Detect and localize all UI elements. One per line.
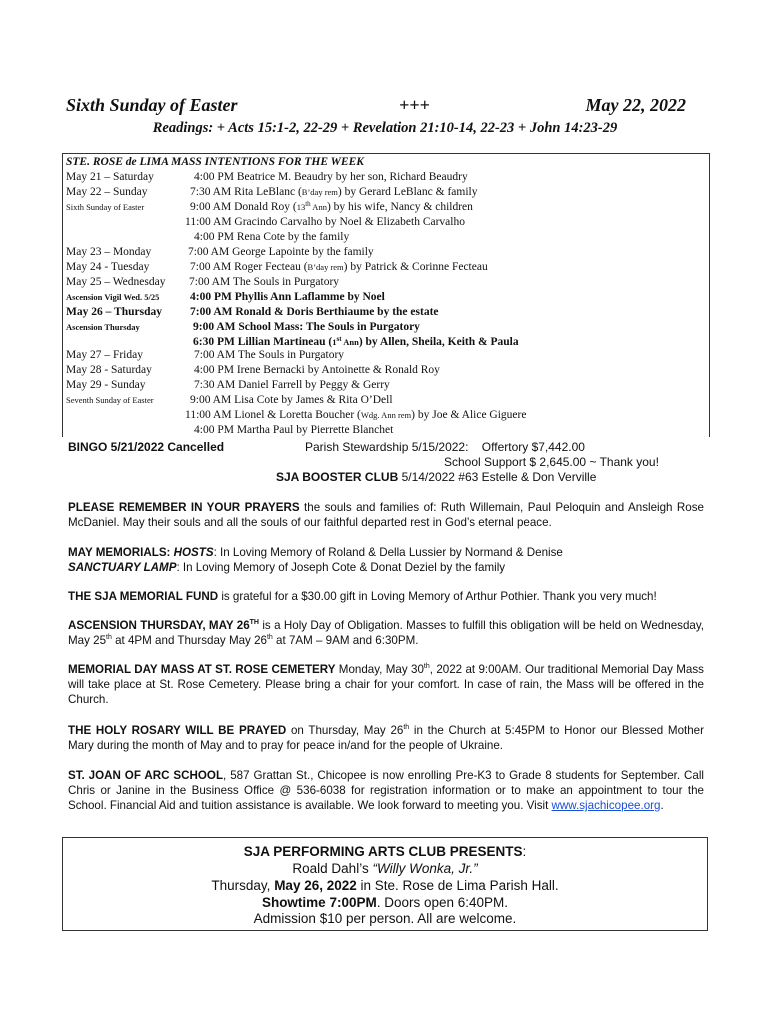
memorial-day-paragraph xyxy=(68,662,704,707)
ordinal-sup: th xyxy=(423,663,430,671)
show-date: May 26, 2022 xyxy=(274,878,357,893)
show-venue: in Ste. Rose de Lima Parish Hall. xyxy=(356,878,559,893)
prayers-text: the souls and families of: Ruth Willemain, Paul Peloquin and Ansleigh Rose McDaniel. May their souls and all the souls of our faithful departed rest in God’s eternal peace. xyxy=(68,501,704,529)
mass-entry: 4:00 PM Irene Bernacki by Antoinette & Ronald Roy xyxy=(194,364,440,376)
booster-club-text: 5/14/2022 #63 Estelle & Don Verville xyxy=(401,470,597,484)
school-support: School Support $ 2,645.00 ~ Thank you! xyxy=(444,455,659,469)
mass-day: May 23 – Monday xyxy=(66,246,152,258)
mass-entry: 4:00 PM Beatrice M. Beaudry by her son, Richard Beaudry xyxy=(194,171,468,183)
mass-day: May 22 – Sunday xyxy=(66,186,148,198)
show-date-line xyxy=(62,877,708,895)
sanctuary-lamp-text: : In Loving Memory of Joseph Cote & Donat Deziel by the family xyxy=(176,561,506,574)
show-title: “Willy Wonka, Jr.” xyxy=(372,861,478,876)
mass-entry: 11:00 AM Lionel & Loretta Boucher (Wdg. Ann rem) by Joe & Alice Giguere xyxy=(185,409,527,421)
parish-stewardship xyxy=(305,440,585,454)
ascension-sup: TH xyxy=(249,619,259,627)
mass-entry: 6:30 PM Lillian Martineau (1st Ann) by Allen, Sheila, Keith & Paula xyxy=(193,335,519,348)
rosary-text: on Thursday, May 26 xyxy=(286,724,404,737)
performing-arts-heading xyxy=(62,843,708,861)
cross-separator: +++ xyxy=(399,95,430,115)
memorials-lead: MAY MEMORIALS: xyxy=(68,546,174,559)
mass-day: May 26 – Thursday xyxy=(66,306,162,318)
mass-entry: 7:00 AM Roger Fecteau (B’day rem) by Patrick & Corinne Fecteau xyxy=(190,261,488,273)
mass-entry: 7:00 AM George Lapointe by the family xyxy=(188,246,374,258)
mass-entry: 4:00 PM Rena Cote by the family xyxy=(194,231,350,243)
school-website-link[interactable]: www.sjachicopee.org xyxy=(551,799,661,812)
sanctuary-lamp-label: SANCTUARY LAMP xyxy=(68,561,177,574)
prayers-paragraph xyxy=(68,500,704,530)
ascension-paragraph xyxy=(68,618,704,648)
offertory-amount: Offertory $7,442.00 xyxy=(481,440,585,454)
mass-entry: 4:00 PM Martha Paul by Pierrette Blanchet xyxy=(194,424,394,436)
mass-entry: 11:00 AM Gracindo Carvalho by Noel & Elizabeth Carvalho xyxy=(185,216,465,228)
mass-day: Ascension Vigil Wed. 5/25 xyxy=(66,292,160,302)
school-text-end: . xyxy=(660,799,664,812)
readings-line: Readings: + Acts 15:1-2, 22-29 + Revelation 21:10-14, 22-23 + John 14:23-29 xyxy=(152,120,618,136)
mass-day: Sixth Sunday of Easter xyxy=(66,202,145,212)
rosary-text: in the Church at 5:45PM to Honor our Blessed Mother Mary during the month of May and to pray for peace in/and for the people of Ukraine. xyxy=(68,724,704,752)
mass-entry: 7:00 AM Ronald & Doris Berthiaume by the estate xyxy=(190,306,439,318)
mass-day: May 29 - Sunday xyxy=(66,379,146,391)
ordinal-sup: th xyxy=(106,634,112,642)
ascension-text: is a Holy Day of Obligation. Masses to fulfill this obligation will be held on Wednesday, May 25 xyxy=(68,619,704,647)
mass-day: Seventh Sunday of Easter xyxy=(66,395,154,405)
ascension-text: at 4PM and Thursday May 26 xyxy=(111,634,267,647)
booster-club-label: SJA BOOSTER CLUB xyxy=(276,470,399,484)
mass-day: May 24 - Tuesday xyxy=(66,261,150,273)
rosary-lead: THE HOLY ROSARY WILL BE PRAYED xyxy=(68,724,287,737)
school-paragraph xyxy=(68,768,704,813)
memorials-paragraph xyxy=(68,545,704,575)
mass-day: May 21 – Saturday xyxy=(66,171,154,183)
bingo-notice: BINGO 5/21/2022 Cancelled xyxy=(68,440,225,454)
doors-open: . Doors open 6:40PM. xyxy=(376,895,509,910)
mass-day: May 27 – Friday xyxy=(66,349,143,361)
school-text: , 587 Grattan St., Chicopee is now enrolling Pre-K3 to Grade 8 students for September. Call Chris or Janine in the Business Office @ 536-6038 for registration information or to make an appointment to tour the School. Financial Aid and tuition assistance is available. We look forward to meeting you. Visit xyxy=(68,769,704,812)
mass-entry: 4:00 PM Phyllis Ann Laflamme by Noel xyxy=(190,291,385,303)
memorial-fund-text: is grateful for a $30.00 gift in Loving Memory of Arthur Pothier. Thank you very much! xyxy=(218,590,657,603)
prayers-lead: PLEASE REMEMBER IN YOUR PRAYERS xyxy=(68,501,300,514)
mass-entry: 9:00 AM Lisa Cote by James & Rita O’Dell xyxy=(190,394,393,406)
mass-day: Ascension Thursday xyxy=(66,322,140,332)
memorials-hosts-label: HOSTS xyxy=(173,546,214,559)
memorial-fund-lead: THE SJA MEMORIAL FUND xyxy=(68,590,219,603)
ascension-lead: ASCENSION THURSDAY, MAY 26 xyxy=(68,619,250,632)
bulletin-header xyxy=(66,95,686,119)
ordinal-sup: th xyxy=(266,634,273,642)
mass-entry: 9:00 AM School Mass: The Souls in Purgatory xyxy=(193,321,420,333)
school-lead: ST. JOAN OF ARC SCHOOL xyxy=(68,769,224,782)
admission-line: Admission $10 per person. All are welcome. xyxy=(253,911,517,926)
show-title-line xyxy=(62,860,708,878)
show-date-prefix: Thursday, xyxy=(211,878,275,893)
bulletin-date: May 22, 2022 xyxy=(585,95,686,115)
memorial-day-text: Monday, May 30 xyxy=(335,663,424,676)
memorial-day-text: , 2022 at 9:00AM. Our traditional Memorial Day Mass will take place at St. Rose Cemetery. Please bring a chair for your comfort. In case of rain, the Mass will be offered in the Church. xyxy=(68,663,704,706)
mass-entry: 7:30 AM Rita LeBlanc (B’day rem) by Gerard LeBlanc & family xyxy=(190,186,478,198)
memorial-day-lead: MEMORIAL DAY MASS AT ST. ROSE CEMETERY xyxy=(68,663,336,676)
showtime: Showtime 7:00PM xyxy=(261,895,377,910)
performing-arts-heading-text: SJA PERFORMING ARTS CLUB PRESENTS xyxy=(243,844,523,859)
mass-day: May 28 - Saturday xyxy=(66,364,152,376)
show-prefix: Roald Dahl’s xyxy=(292,861,373,876)
mass-intentions-title: STE. ROSE de LIMA MASS INTENTIONS FOR THE WEEK xyxy=(66,156,364,168)
stewardship-label: Parish Stewardship 5/15/2022: xyxy=(305,440,469,454)
memorial-fund-paragraph xyxy=(68,589,704,604)
ordinal-sup: th xyxy=(403,724,410,732)
rosary-paragraph xyxy=(68,723,704,753)
liturgical-title: Sixth Sunday of Easter xyxy=(66,95,238,115)
mass-entry: 7:00 AM The Souls in Purgatory xyxy=(194,349,345,361)
mass-entry: 7:30 AM Daniel Farrell by Peggy & Gerry xyxy=(194,379,390,391)
booster-club xyxy=(276,470,596,484)
mass-entry: 9:00 AM Donald Roy (13th Ann) by his wife, Nancy & children xyxy=(190,200,473,213)
ascension-text: at 7AM – 9AM and 6:30PM. xyxy=(272,634,419,647)
mass-entry: 7:00 AM The Souls in Purgatory xyxy=(189,276,340,288)
memorials-hosts-text: : In Loving Memory of Roland & Della Lussier by Normand & Denise xyxy=(213,546,563,559)
mass-day: May 25 – Wednesday xyxy=(66,276,166,288)
performing-arts-colon: : xyxy=(522,844,527,859)
